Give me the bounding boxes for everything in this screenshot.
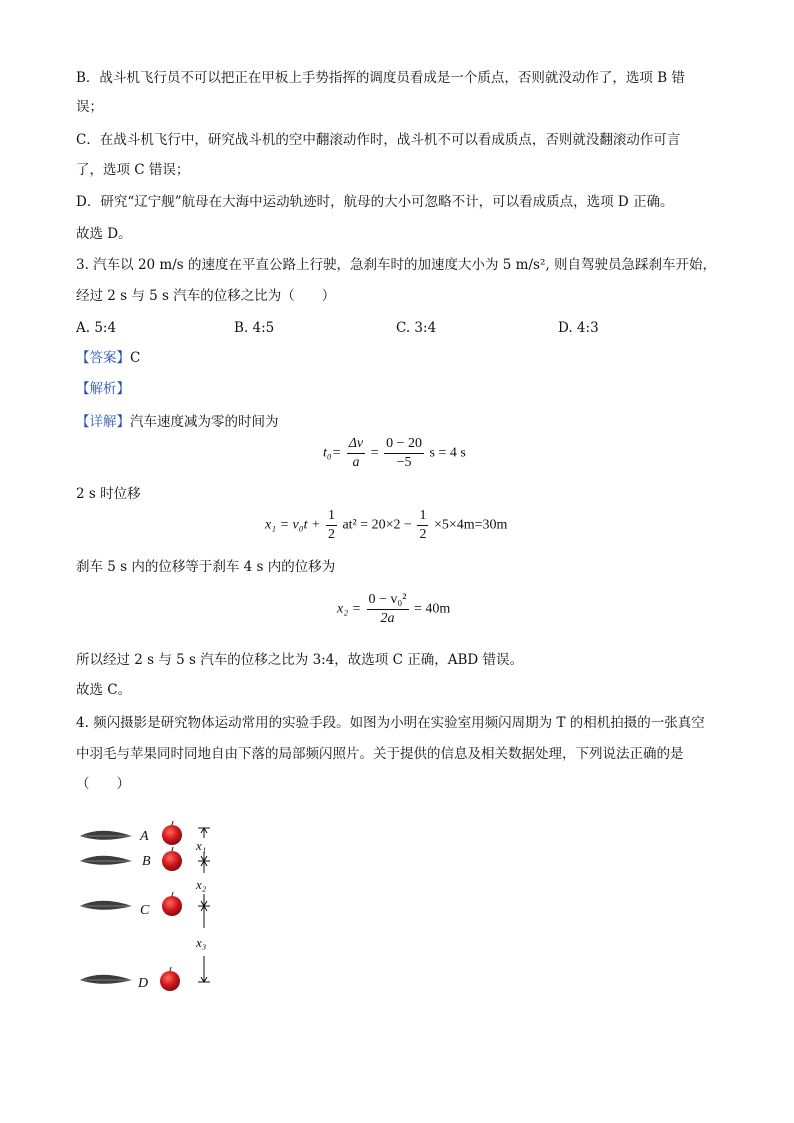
formula-x2-lhs: x₂ = xyxy=(337,601,362,617)
formula-x1-half2-num: 1 xyxy=(417,508,428,526)
formula-time-den2: −5 xyxy=(396,455,412,470)
dim-x1: x₁ xyxy=(196,838,207,853)
formula-time-den1: a xyxy=(352,455,360,470)
label-d: D xyxy=(138,976,149,991)
question-3-line1: 3. 汽车以 20 m/s 的速度在平直公路上行驶，急刹车时的加速度大小为 5 m/s², 则自驾驶员急踩刹车开始， xyxy=(76,257,716,273)
detail-tag: 【详解】 xyxy=(76,414,130,430)
question-4-line1: 4. 频闪摄影是研究物体运动常用的实验手段。如图为小明在实验室用频闪周期为 T 的相机拍摄的一张真空 xyxy=(76,715,705,731)
formula-x1 xyxy=(265,508,507,543)
line-d1: D．研究“辽宁舰”航母在大海中运动轨迹时，航母的大小可忽略不计，可以看成质点，选项 D 正确。 xyxy=(76,194,674,210)
question-4-line2: 中羽毛与苹果同时同地自由下落的局部频闪照片。关于提供的信息及相关数据处理，下列说法正确的是 xyxy=(76,746,684,762)
formula-time-eq: = xyxy=(370,445,379,461)
line-disp2: 2 s 时位移 xyxy=(76,486,141,502)
formula-x1-half1-num: 1 xyxy=(326,508,337,526)
question-3-line2: 经过 2 s 与 5 s 汽车的位移之比为（ ） xyxy=(76,288,336,304)
option-a: A. 5:4 xyxy=(76,320,117,336)
line-brake5: 刹车 5 s 内的位移等于刹车 4 s 内的位移为 xyxy=(76,559,336,575)
formula-x2-num: 0 − v₀² xyxy=(367,592,409,610)
row-a xyxy=(80,821,182,845)
question-4-line3: （ ） xyxy=(76,776,130,792)
strobe-figure xyxy=(76,818,236,998)
line-c1: C．在战斗机飞行中，研究战斗机的空中翻滚动作时，战斗机不可以看成质点，否则就没翻滚动作可言 xyxy=(76,132,681,148)
formula-time-lhs: t₀= xyxy=(323,445,342,461)
feather-icon xyxy=(80,975,132,984)
answer-value: C xyxy=(130,350,141,366)
line-b2: 误； xyxy=(76,99,103,115)
formula-time-num2: 0 − 20 xyxy=(384,436,424,454)
formula-time xyxy=(323,436,466,471)
analysis-tag: 【解析】 xyxy=(76,381,130,397)
formula-x2-den: 2a xyxy=(380,611,395,626)
option-c: C. 3:4 xyxy=(396,320,437,336)
apple-icon xyxy=(160,971,180,991)
option-b: B. 4:5 xyxy=(234,320,275,336)
apple-icon xyxy=(162,825,182,845)
feather-icon xyxy=(80,831,132,840)
line-c2: 了，选项 C 错误； xyxy=(76,162,190,178)
dim-x2: x₂ xyxy=(196,877,207,892)
formula-time-rhs: s = 4 s xyxy=(429,445,466,461)
formula-time-num1: Δv xyxy=(347,436,365,454)
option-d: D. 4:3 xyxy=(558,320,599,336)
label-c: C xyxy=(140,903,150,918)
feather-icon xyxy=(80,901,132,910)
formula-x1-rhs: ×5×4m=30m xyxy=(433,517,508,533)
formula-x1-half2-den: 2 xyxy=(419,527,427,542)
line-select-c: 故选 C。 xyxy=(76,682,132,698)
row-d xyxy=(80,967,180,991)
answer-line xyxy=(76,348,140,368)
row-b xyxy=(80,847,182,871)
dim-x3: x₃ xyxy=(196,935,207,950)
answer-tag: 【答案】 xyxy=(76,350,130,366)
formula-x1-lhs: x₁ = v₀t + xyxy=(265,517,321,533)
detail-line xyxy=(76,412,279,432)
formula-x1-mid: at² = 20×2 − xyxy=(342,517,412,533)
label-a: A xyxy=(140,829,149,844)
detail-text: 汽车速度减为零的时间为 xyxy=(130,414,279,430)
apple-icon xyxy=(162,851,182,871)
formula-x2-rhs: = 40m xyxy=(414,601,451,617)
formula-x2 xyxy=(337,592,450,627)
line-conclusion: 所以经过 2 s 与 5 s 汽车的位移之比为 3:4，故选项 C 正确，ABD 错误。 xyxy=(76,652,523,668)
line-b1: B．战斗机飞行员不可以把正在甲板上手势指挥的调度员看成是一个质点，否则就没动作了，选项 B 错 xyxy=(76,70,685,86)
formula-x1-half1-den: 2 xyxy=(327,527,335,542)
apple-icon xyxy=(162,896,182,916)
line-select-d: 故选 D。 xyxy=(76,226,132,242)
feather-icon xyxy=(80,856,132,865)
label-b: B xyxy=(142,854,151,869)
row-c xyxy=(80,892,182,918)
